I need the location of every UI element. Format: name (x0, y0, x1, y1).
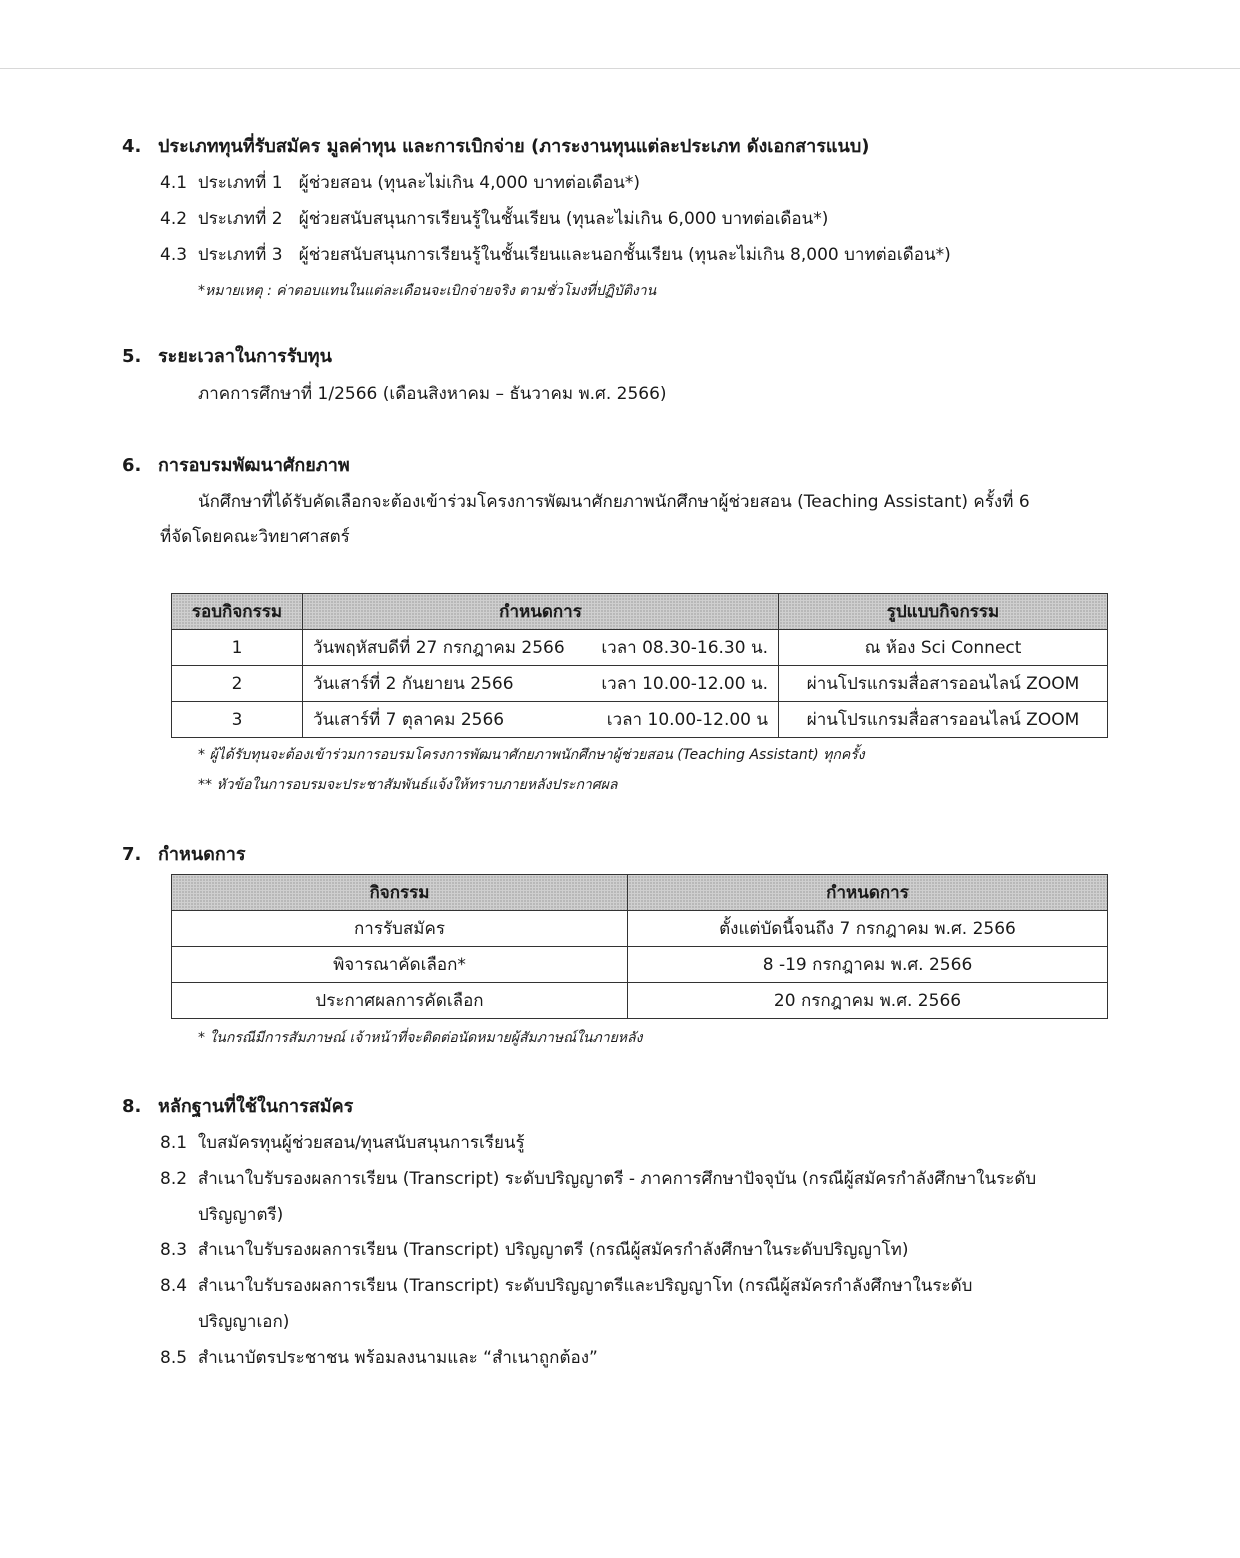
item-8-1: 8.1 ใบสมัครทุนผู้ช่วยสอน/ทุนสนับสนุนการเรียนรู้ (160, 1133, 525, 1153)
section-4-note: *หมายเหตุ : ค่าตอบแทนในแต่ละเดือนจะเบิกจ่ายจริง ตามชั่วโมงที่ปฏิบัติงาน (198, 283, 657, 299)
col-header-date: กำหนดการ (628, 875, 1108, 911)
table-row: ประกาศผลการคัดเลือก 20 กรกฎาคม พ.ศ. 2566 (172, 983, 1108, 1019)
section-7-heading: 7. กำหนดการ (122, 844, 246, 865)
item-4-3: 4.3 ประเภทที่ 3 ผู้ช่วยสนับสนุนการเรียนรู้ในชั้นเรียนและนอกชั้นเรียน (ทุนละไม่เกิน 8,000 บาทต่อเดือน*) (160, 245, 951, 265)
col-header-schedule: กำหนดการ (303, 594, 779, 630)
section-7-note: * ในกรณีมีการสัมภาษณ์ เจ้าหน้าที่จะติดต่อนัดหมายผู้สัมภาษณ์ในภายหลัง (198, 1030, 643, 1046)
table-row: 1 วันพฤหัสบดีที่ 27 กรกฎาคม 2566 เวลา 08.30-16.30 น. ณ ห้อง Sci Connect (172, 630, 1108, 666)
item-8-5: 8.5 สำเนาบัตรประชาชน พร้อมลงนามและ “สำเนาถูกต้อง” (160, 1348, 598, 1368)
table-row: 2 วันเสาร์ที่ 2 กันยายน 2566 เวลา 10.00-12.00 น. ผ่านโปรแกรมสื่อสารออนไลน์ ZOOM (172, 666, 1108, 702)
section-6-para-line-2: ที่จัดโดยคณะวิทยาศาสตร์ (160, 527, 350, 547)
item-4-2: 4.2 ประเภทที่ 2 ผู้ช่วยสนับสนุนการเรียนรู้ในชั้นเรียน (ทุนละไม่เกิน 6,000 บาทต่อเดือน*) (160, 209, 829, 229)
table-row: การรับสมัคร ตั้งแต่บัดนี้จนถึง 7 กรกฎาคม พ.ศ. 2566 (172, 911, 1108, 947)
section-6-note-1: * ผู้ได้รับทุนจะต้องเข้าร่วมการอบรมโครงการพัฒนาศักยภาพนักศึกษาผู้ช่วยสอน (Teaching Assistant) ทุกครั้ง (198, 747, 865, 763)
training-schedule-table (171, 593, 1108, 738)
section-5-heading: 5. ระยะเวลาในการรับทุน (122, 346, 332, 367)
col-header-format: รูปแบบกิจกรรม (779, 594, 1108, 630)
item-8-3: 8.3 สำเนาใบรับรองผลการเรียน (Transcript) ปริญญาตรี (กรณีผู้สมัครกำลังศึกษาในระดับปริญญาโท) (160, 1240, 909, 1260)
section-6-para-line-1: นักศึกษาที่ได้รับคัดเลือกจะต้องเข้าร่วมโครงการพัฒนาศักยภาพนักศึกษาผู้ช่วยสอน (Teaching Assistant) ครั้งที่ 6 (198, 492, 1030, 512)
item-4-1: 4.1 ประเภทที่ 1 ผู้ช่วยสอน (ทุนละไม่เกิน 4,000 บาทต่อเดือน*) (160, 173, 640, 193)
table-row: พิจารณาคัดเลือก* 8 -19 กรกฎาคม พ.ศ. 2566 (172, 947, 1108, 983)
col-header-activity: กิจกรรม (172, 875, 628, 911)
item-8-4-cont: ปริญญาเอก) (198, 1312, 290, 1332)
table-header-row (172, 594, 1108, 630)
col-header-round: รอบกิจกรรม (172, 594, 303, 630)
item-8-2: 8.2 สำเนาใบรับรองผลการเรียน (Transcript) ระดับปริญญาตรี - ภาคการศึกษาปัจจุบัน (กรณีผู้สมัครกำลังศึกษาในระดับ (160, 1169, 1037, 1189)
section-4-heading: 4. ประเภททุนที่รับสมัคร มูลค่าทุน และการเบิกจ่าย (ภาระงานทุนแต่ละประเภท ดังเอกสารแนบ) (122, 136, 870, 157)
item-8-4: 8.4 สำเนาใบรับรองผลการเรียน (Transcript) ระดับปริญญาตรีและปริญญาโท (กรณีผู้สมัครกำลังศึกษาในระดับ (160, 1276, 973, 1296)
item-8-2-cont: ปริญญาตรี) (198, 1205, 284, 1225)
table-row: 3 วันเสาร์ที่ 7 ตุลาคม 2566 เวลา 10.00-12.00 น ผ่านโปรแกรมสื่อสารออนไลน์ ZOOM (172, 702, 1108, 738)
timeline-table (171, 874, 1108, 1019)
section-5-text: ภาคการศึกษาที่ 1/2566 (เดือนสิงหาคม – ธันวาคม พ.ศ. 2566) (198, 384, 667, 404)
scan-line (0, 68, 1240, 69)
section-8-heading: 8. หลักฐานที่ใช้ในการสมัคร (122, 1096, 354, 1117)
section-6-note-2: ** หัวข้อในการอบรมจะประชาสัมพันธ์แจ้งให้ทราบภายหลังประกาศผล (198, 777, 618, 793)
section-6-heading: 6. การอบรมพัฒนาศักยภาพ (122, 455, 350, 476)
table-header-row (172, 875, 1108, 911)
